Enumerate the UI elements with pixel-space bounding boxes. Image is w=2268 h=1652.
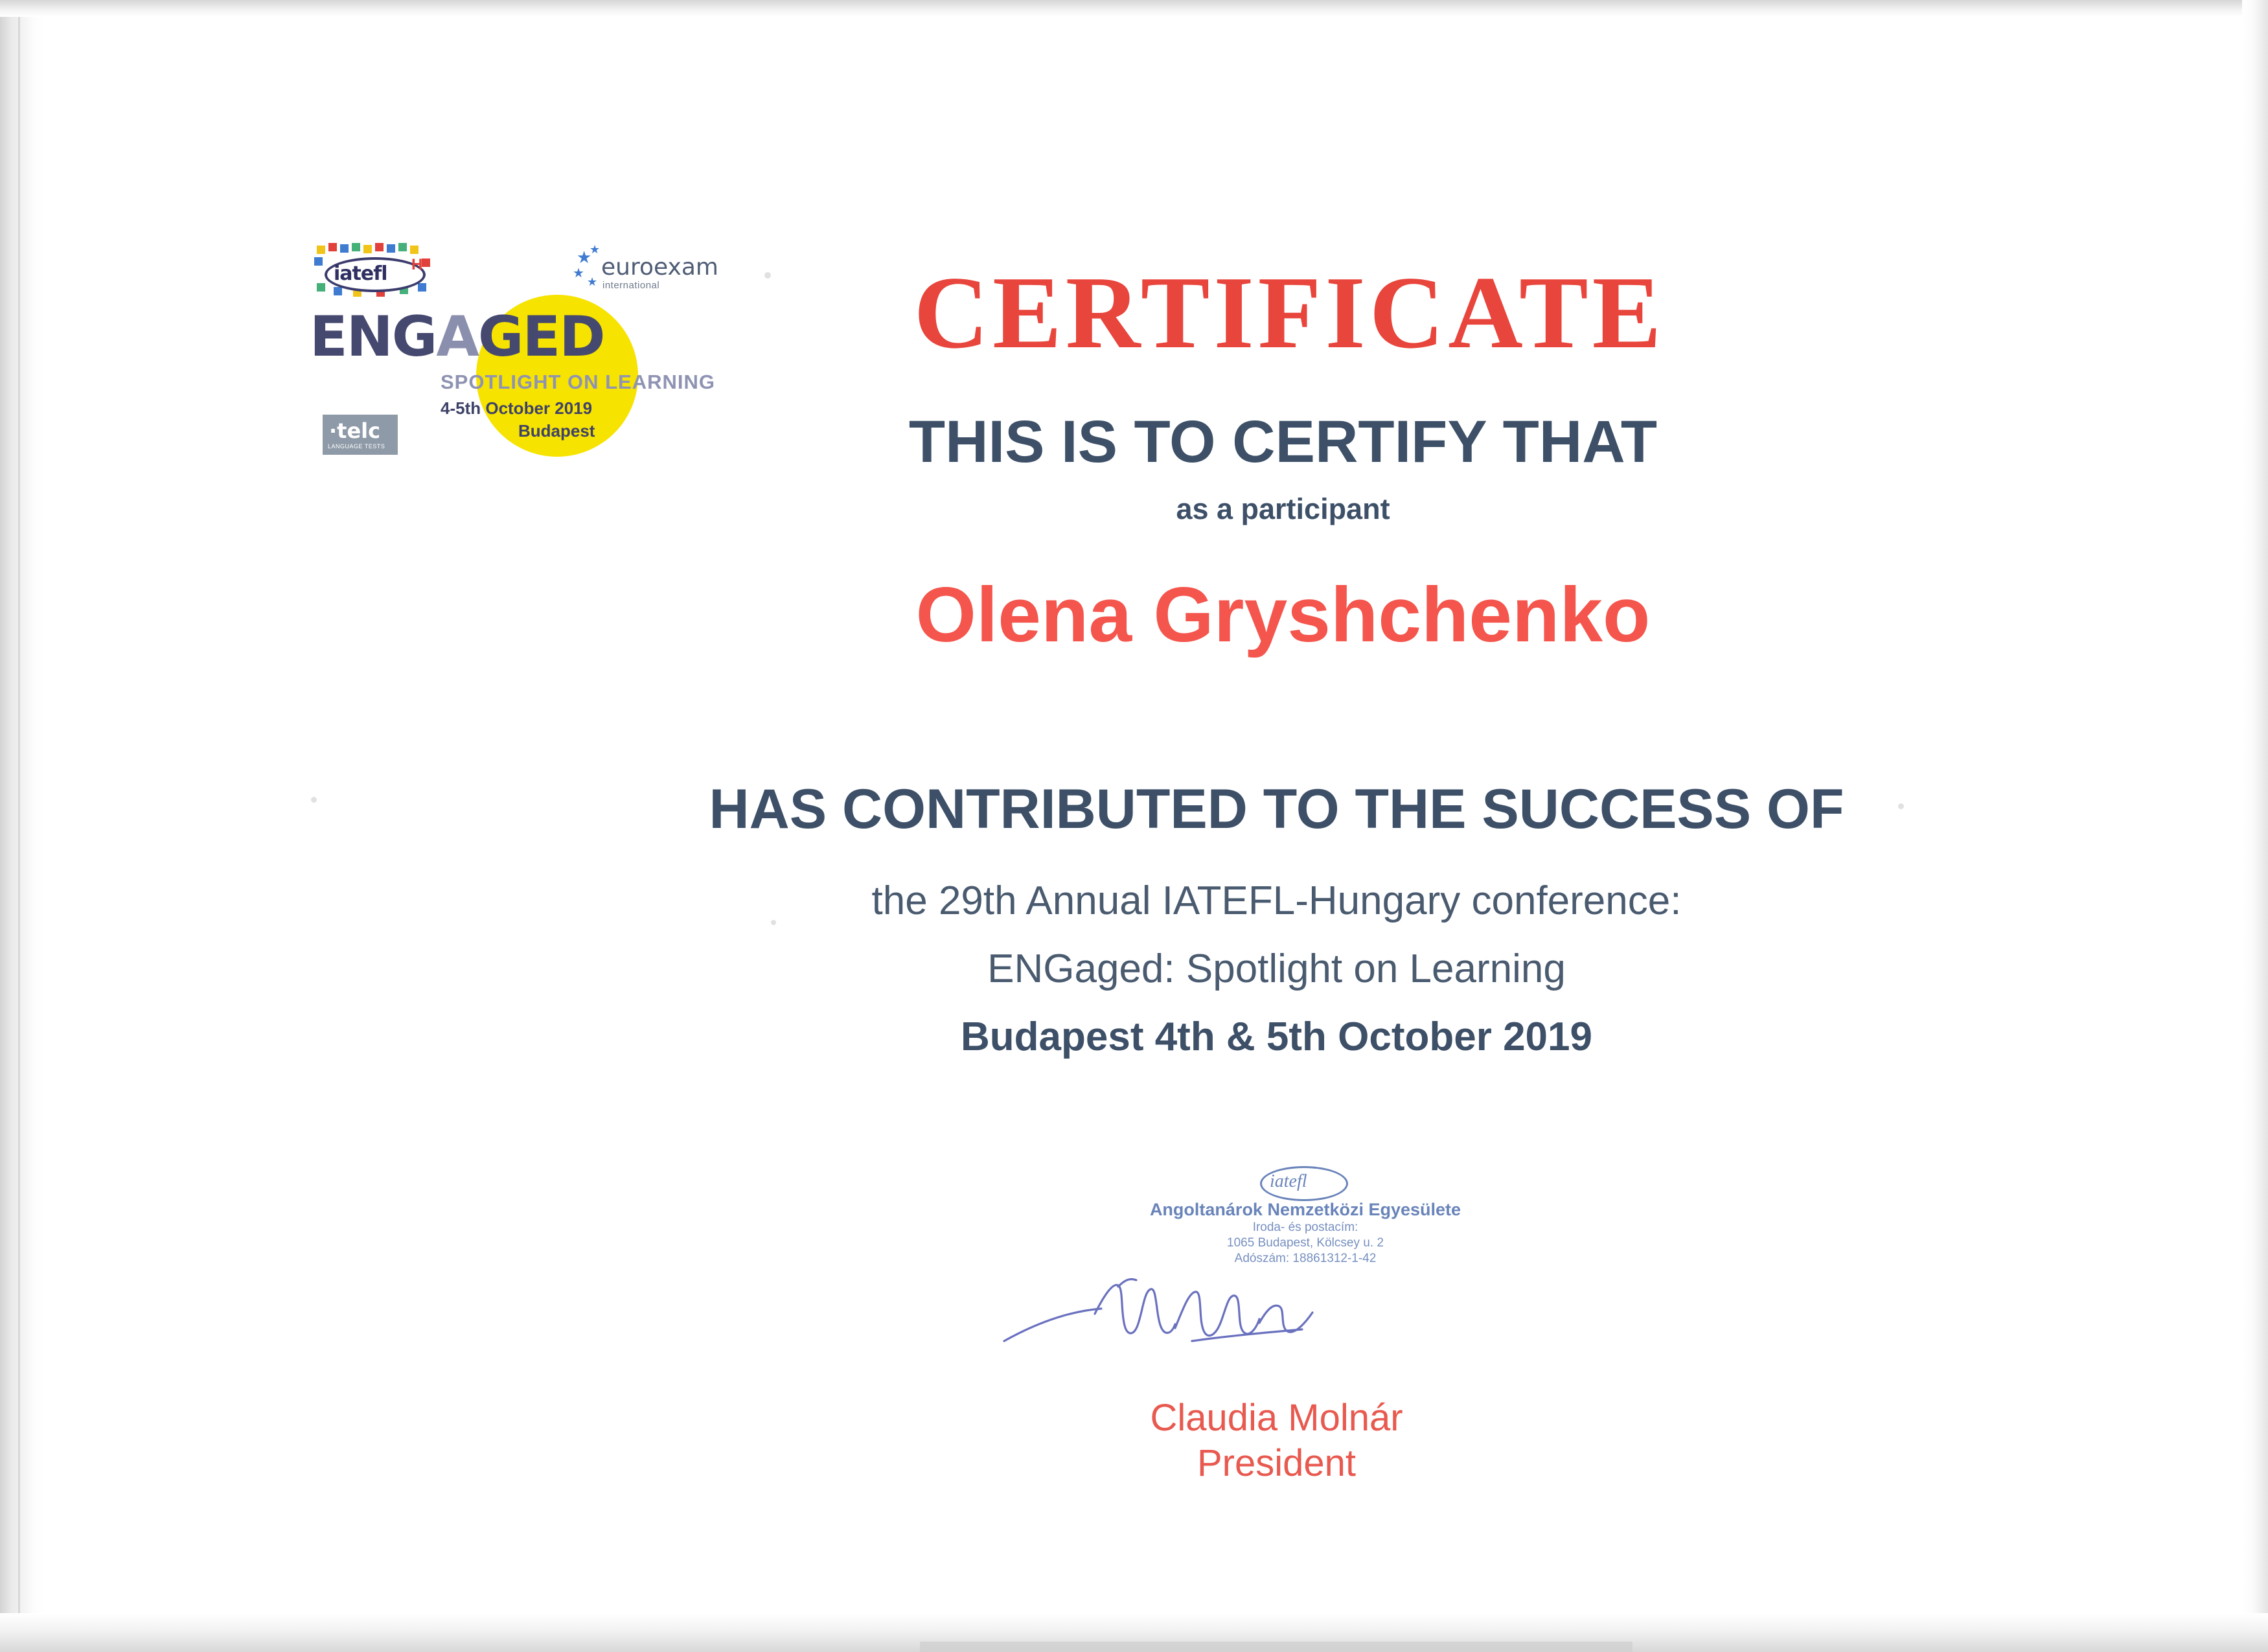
engaged-dates: 4-5th October 2019	[441, 398, 593, 418]
official-stamp	[1137, 1166, 1474, 1265]
event-theme: ENGaged: Spotlight on Learning	[987, 946, 1566, 991]
engaged-part-3: GED	[477, 304, 604, 369]
telc-subtitle: LANGUAGE TESTS	[328, 443, 385, 450]
stamp-address-label: Iroda- és postacím:	[1252, 1221, 1358, 1234]
engaged-tagline: SPOTLIGHT ON LEARNING	[441, 371, 715, 393]
stamp-address: 1065 Budapest, Kölcsey u. 2	[1227, 1236, 1384, 1250]
handwritten-signature	[998, 1263, 1360, 1386]
certificate-subtitle: THIS IS TO CERTIFY THAT	[908, 409, 1658, 475]
contribution-line: HAS CONTRIBUTED TO THE SUCCESS OF	[709, 778, 1844, 840]
euroexam-subtitle: international	[602, 280, 660, 291]
star-icon: ★	[577, 247, 592, 267]
star-icon: ★	[587, 275, 598, 288]
telc-wordmark: ·telc	[329, 419, 381, 443]
stamp-tax-number: Adószám: 18861312-1-42	[1234, 1252, 1377, 1265]
star-icon: ★	[590, 243, 601, 256]
certificate-title: CERTIFICATE	[913, 255, 1666, 370]
signatory-role: President	[1197, 1442, 1357, 1484]
event-location-date: Budapest 4th & 5th October 2019	[960, 1015, 1593, 1059]
recipient-name: Olena Gryshchenko	[915, 571, 1651, 658]
engaged-part-2: A	[436, 304, 478, 369]
iatefl-h-superscript: H	[411, 256, 423, 273]
signatory-name: Claudia Molnár	[1150, 1397, 1403, 1439]
participant-role-line: as a participant	[1176, 492, 1390, 525]
scan-edge-bottom	[0, 1613, 2268, 1652]
event-conference-name: the 29th Annual IATEFL-Hungary conference:	[871, 878, 1682, 923]
stamp-organization: Angoltanárok Nemzetközi Egyesülete	[1149, 1200, 1461, 1219]
scan-edge-top	[0, 0, 2268, 17]
engaged-part-1: ENG	[310, 304, 437, 369]
iatefl-wordmark: iatefl	[334, 262, 387, 285]
engaged-city: Budapest	[518, 421, 595, 441]
euroexam-wordmark: euroexam	[601, 254, 718, 281]
stamp-logo-text: iatefl	[1270, 1171, 1307, 1191]
star-icon: ★	[573, 266, 584, 281]
